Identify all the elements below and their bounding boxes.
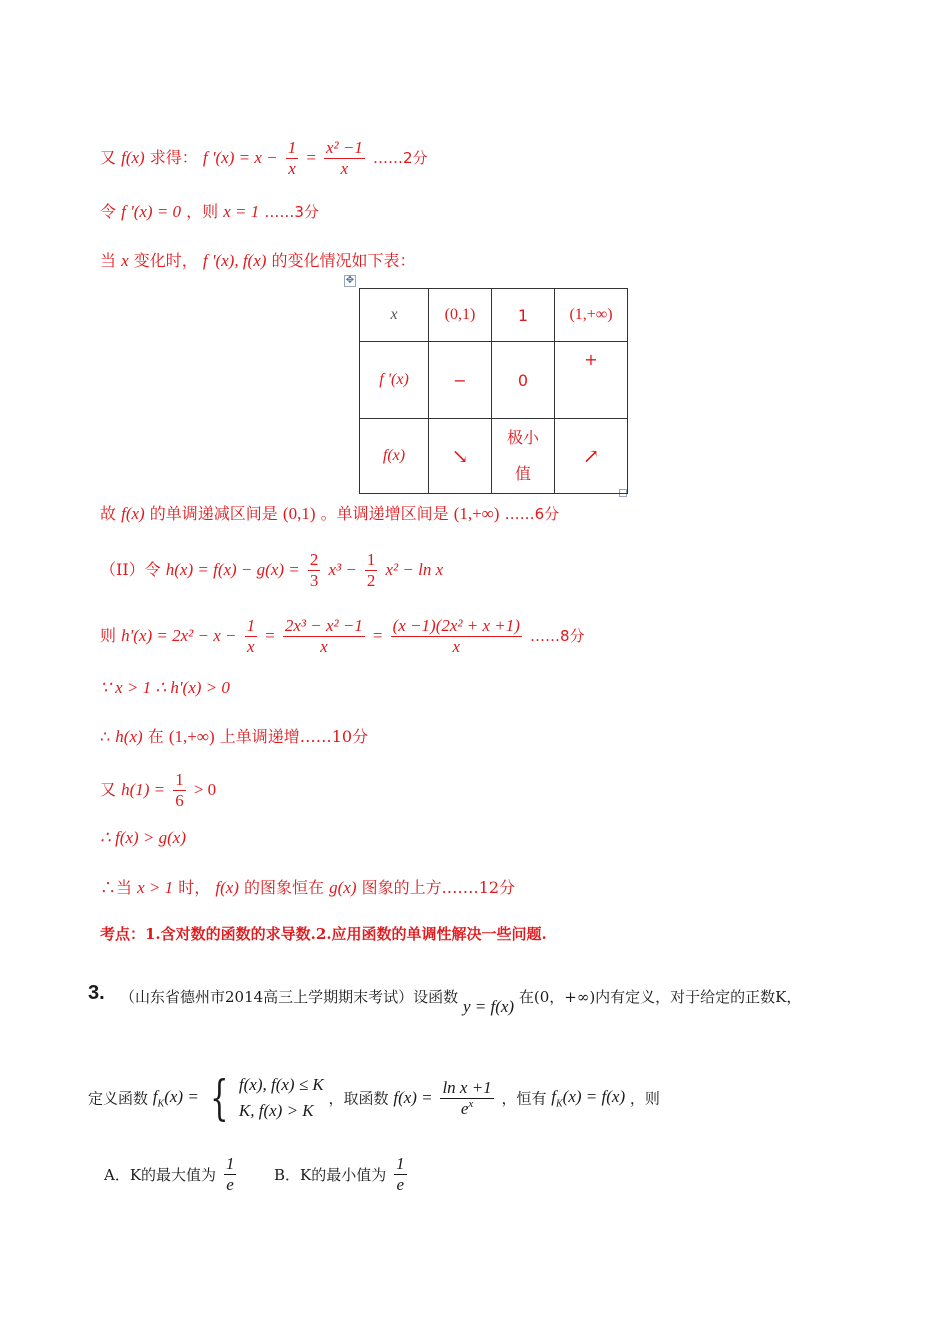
table-cell: f '(x) [360,342,429,419]
text: ，恒有 [501,1089,547,1108]
option-b [274,1154,410,1195]
piecewise-cases: f(x), f(x) ≤ K K, f(x) > K [238,1075,324,1120]
math: x [121,251,129,270]
math: f(x) [121,504,145,523]
text: （山东省德州市2014高三上学期期末考试）设函数 [120,988,459,1006]
math: y = f(x) [462,997,515,1016]
math: x > 1 [137,878,174,897]
fraction: $\frac{\text{(x −1)(2x² + x +1)}}{x}$ [392,616,520,656]
fraction: $\frac{1}{x}$ [246,616,256,656]
fraction: $\frac{2}{3}$ [309,550,319,590]
text: ∴ [100,727,111,746]
text: 则 [100,626,117,645]
table-cell: − [429,342,492,419]
option-a [104,1154,239,1195]
table-cell: 0 [492,342,555,419]
math: h(x) [115,727,143,746]
step-derivative [100,138,428,179]
arrow-up-right-icon: ↗ [555,419,628,494]
text: ∴当 [100,878,133,897]
fraction: $\frac{1}{e}$ [225,1154,235,1194]
text: 又 [100,148,117,167]
text: 在(0，+∞)内有定义，对于给定的正数K， [518,988,802,1006]
text: 定义函数 [88,1089,149,1108]
math: g(x) [329,878,357,897]
math: x³ − [328,560,357,579]
fraction: $\frac{\text{x² −1}}{x}$ [326,138,363,178]
math: f '(x) = x − [202,148,278,167]
step-monotone [100,502,559,526]
text: ，则 [629,1089,660,1108]
step-h1 [100,770,216,811]
math: (0,1) [282,504,316,523]
table-row [360,342,628,419]
math: f(x) = [393,1088,433,1107]
text: 时， [178,878,211,897]
text: 。单调递增区间是 [320,504,449,523]
kaodian-note: 考点：1.含对数的函数的求导数.2.应用函数的单调性解决一些问题. [100,925,547,943]
fraction: $\frac{1}{6}$ [175,770,184,810]
step-increasing [100,725,368,749]
math: (1,+∞) [453,504,500,523]
text: 令 [100,202,117,221]
step-table-intro [100,249,416,273]
step-h [100,550,443,591]
math: x = 1 [223,202,260,221]
math: x² − ln x [385,560,444,579]
text: 故 [100,504,117,523]
step-conclusion [100,876,515,900]
fraction: $\frac{1}{2}$ [366,550,376,590]
text: B．K的最小值为 [274,1166,387,1184]
table-cell: 极小值 [492,419,555,494]
text: 变化时， [133,251,198,270]
brace: { [209,1070,229,1126]
problem3-line2 [88,1072,660,1124]
score: ……2分 [372,149,428,167]
text: 上单调递增……10分 [219,727,369,746]
step-zero [100,200,319,224]
text: （II）令 [100,560,161,579]
problem3-line1 [120,986,801,1017]
step-because: ∵ x > 1 ∴ h'(x) > 0 [100,678,230,697]
text: 的图象恒在 [244,878,325,897]
table-cell: (0,1) [429,289,492,342]
fraction: $\frac{\text{ln x +1}}{e^x}$ [442,1077,492,1118]
text: 图象的上方.……12分 [361,878,516,897]
math: = [265,626,275,645]
fraction: $\frac{1}{x}$ [287,138,297,178]
table-cell: x [360,289,429,342]
math: h'(x) = 2x² − x − [121,626,237,645]
math: h(1) = [121,780,166,799]
math: h(x) = f(x) − g(x) = [165,560,300,579]
text: 当 [100,251,117,270]
score: ……6分 [504,505,560,523]
math: = [372,626,383,645]
step-therefore: ∴ f(x) > g(x) [100,828,186,847]
table-row [360,419,628,494]
variation-table [359,288,628,494]
math: (1,+∞) [168,727,215,746]
move-handle-icon[interactable]: ✥ [345,275,355,286]
table-cell: 1 [492,289,555,342]
table-cell: (1,+∞) [555,289,628,342]
table-row [360,289,628,342]
step-hprime [100,616,585,657]
math: $f_K(x)$ = [152,1086,199,1110]
math: f(x) [121,148,145,167]
text: 又 [100,780,117,799]
text: A．K的最大值为 [104,1166,217,1184]
arrow-down-right-icon: ↘ [429,419,492,494]
problem-number: 3. [88,982,105,1004]
math: f '(x), f(x) [202,251,267,270]
text: 的单调递减区间是 [149,504,278,523]
text: 的变化情况如下表： [271,251,416,270]
text: 在 [147,727,164,746]
table-cell: f(x) [360,419,429,494]
math: $f_K(x) = f(x)$ [551,1086,626,1110]
text: ，取函数 [328,1089,389,1108]
math: f '(x) = 0 [121,202,182,221]
math: f(x) [215,878,239,897]
text: 求得： [149,148,198,167]
fraction: $\frac{1}{e}$ [396,1154,405,1194]
table-cell: + [555,342,628,419]
fraction: $\frac{\text{2x³ − x² −1}}{x}$ [284,616,363,656]
score: ……8分 [530,627,585,645]
math: = [306,148,316,167]
text: ，则 [186,202,219,221]
score: ……3分 [264,203,319,221]
math: > 0 [193,780,217,799]
